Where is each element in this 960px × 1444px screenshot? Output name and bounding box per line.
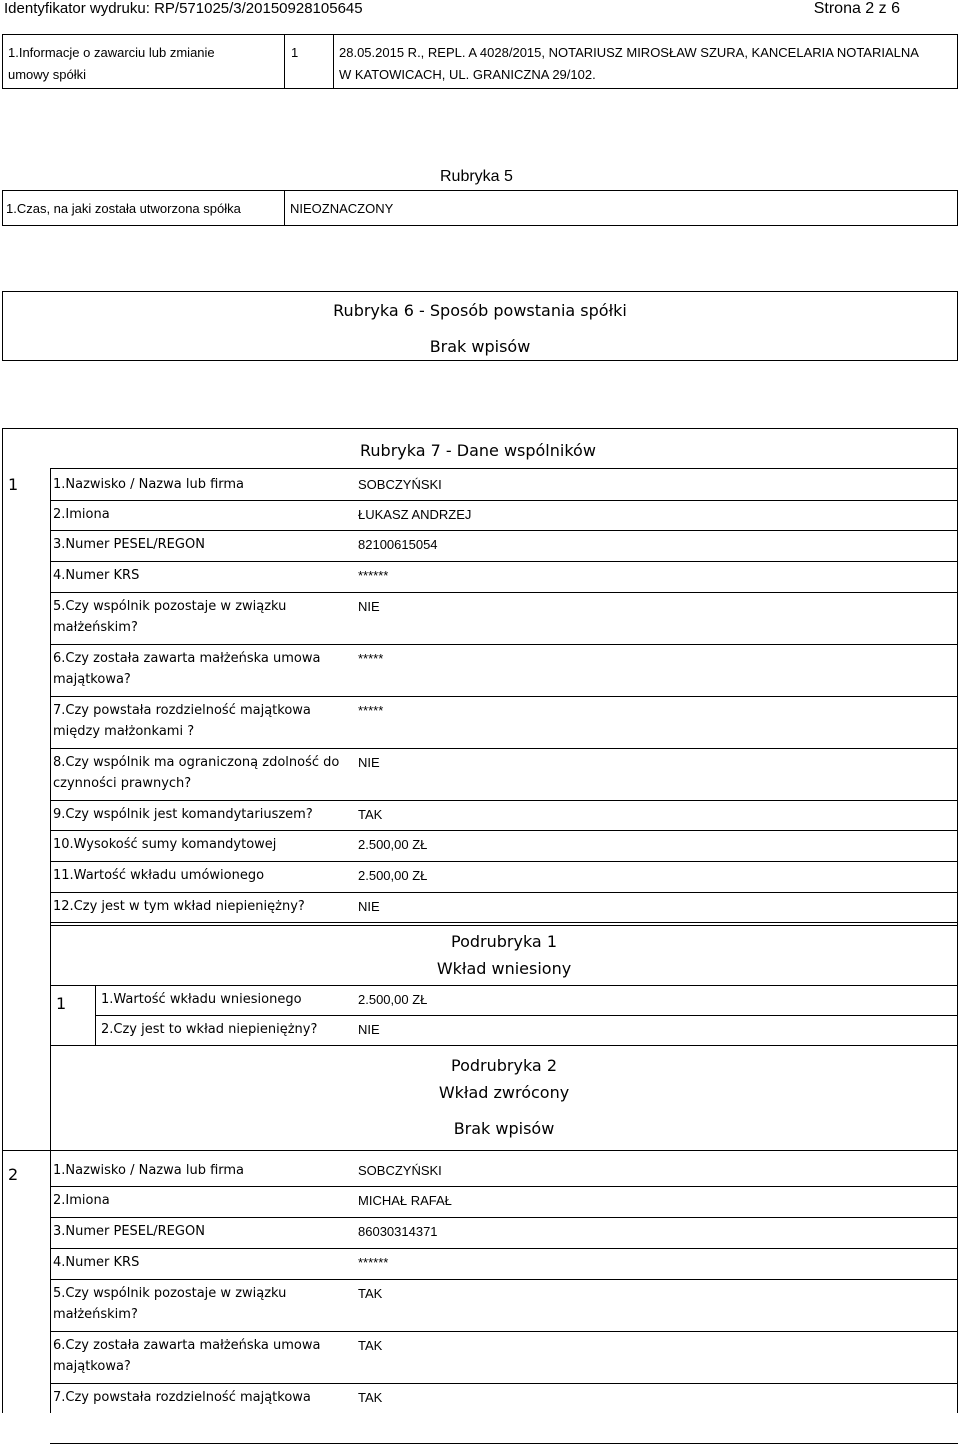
partner-row-value: ****** (358, 1255, 389, 1270)
sub1-row-label: 2.Czy jest to wkład niepieniężny? (101, 1022, 318, 1037)
partner-row-value: TAK (358, 807, 383, 822)
rubryka6-title: Rubryka 6 - Sposób powstania spółki (333, 301, 627, 320)
partner-row-value: ŁUKASZ ANDRZEJ (358, 507, 472, 522)
sub1-row-label: 1.Wartość wkładu wniesionego (101, 992, 302, 1007)
partner-row-value: 2.500,00 ZŁ (358, 868, 428, 883)
sub1-row-value: NIE (358, 1022, 380, 1037)
partner-row-value: NIE (358, 599, 380, 614)
sub2-title: Podrubryka 2 (451, 1056, 557, 1075)
partner-row-value: TAK (358, 1390, 383, 1405)
rubryka6-empty: Brak wpisów (429, 337, 531, 356)
partner-row-value: SOBCZYŃSKI (358, 1163, 442, 1178)
info-number: 1 (291, 45, 299, 60)
sub2-subtitle: Wkład zwrócony (438, 1083, 570, 1102)
partner2-number: 2 (8, 1165, 19, 1184)
partner-row-value: TAK (358, 1338, 383, 1353)
rubryka5-label: 1.Czas, na jaki została utworzona spółka (6, 201, 241, 216)
page-number: Strona 2 z 6 (813, 0, 900, 17)
partner-row-value: TAK (358, 1286, 383, 1301)
rubryka7-title: Rubryka 7 - Dane wspólników (360, 441, 596, 460)
partner-row-value: ***** (358, 703, 384, 718)
partner-row-value: NIE (358, 899, 380, 914)
partner-row-value: ***** (358, 651, 384, 666)
sub2-empty: Brak wpisów (453, 1119, 555, 1138)
partner1-number: 1 (8, 475, 19, 494)
sub1-row-value: 2.500,00 ZŁ (358, 992, 428, 1007)
partner-row-value: ****** (358, 568, 389, 583)
print-identifier: Identyfikator wydruku: RP/571025/3/20150928105645 (4, 0, 363, 17)
partner-row-value: NIE (358, 755, 380, 770)
partner-row-value: SOBCZYŃSKI (358, 477, 442, 492)
partner-row-value: 2.500,00 ZŁ (358, 837, 428, 852)
rubryka5-value: NIEOZNACZONY (290, 201, 394, 216)
partner-row-value: 86030314371 (358, 1224, 438, 1239)
rubryka5-title: Rubryka 5 (440, 168, 513, 185)
partner-row-value: 82100615054 (358, 537, 438, 552)
sub1-subtitle: Wkład wniesiony (436, 959, 572, 978)
sub1-title: Podrubryka 1 (451, 932, 557, 951)
partner-row-value: MICHAŁ RAFAŁ (358, 1193, 452, 1208)
sub1-entry-number: 1 (56, 994, 67, 1013)
